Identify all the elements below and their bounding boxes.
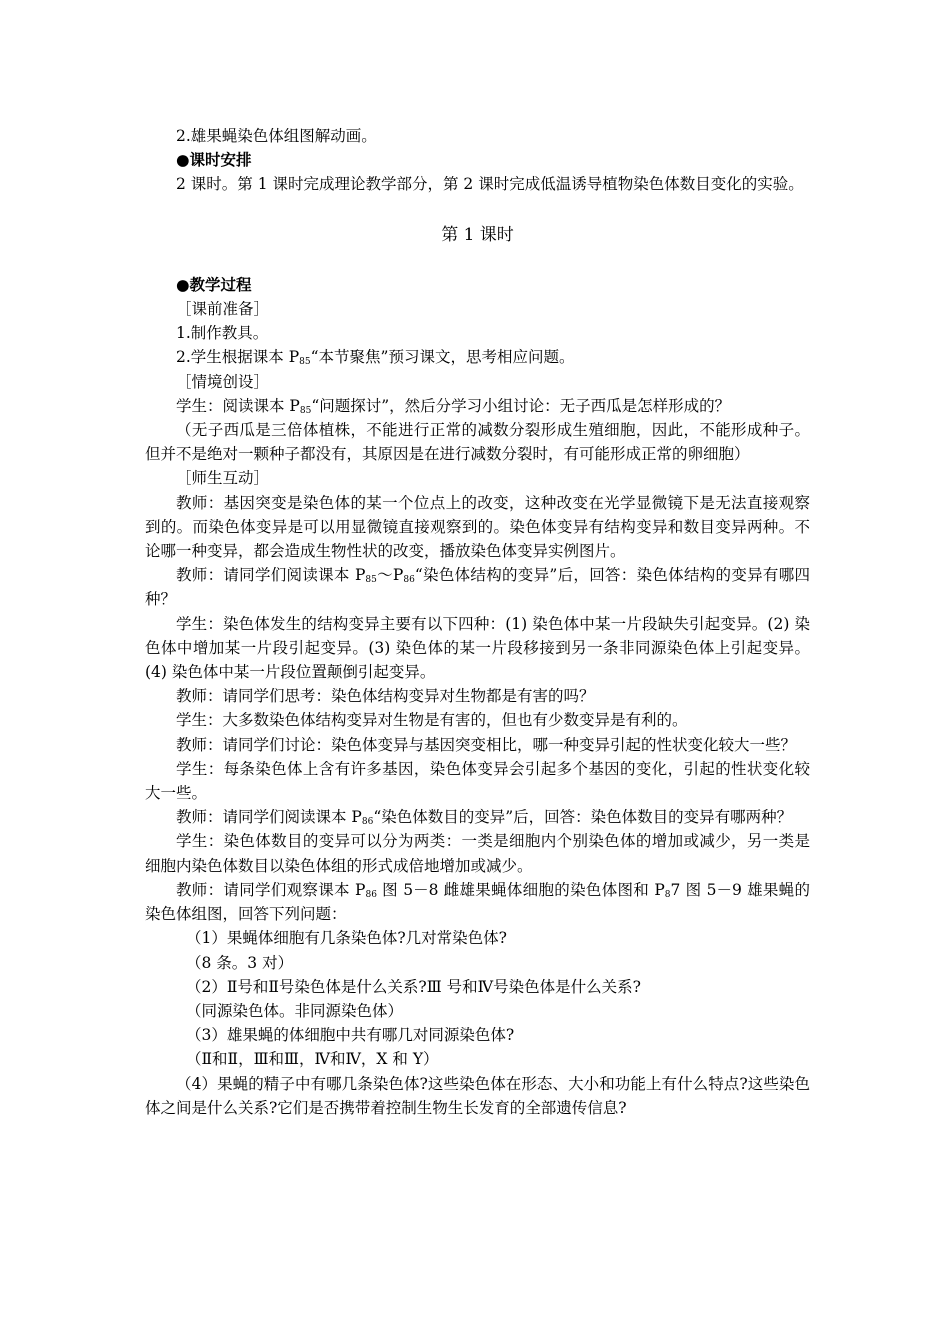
teacher-paragraph-2: 教师：请同学们阅读课本 $P_{85}\sim P_{86}“$染色体结构的变异”后，回答：染色体结构的变异有哪四种？ <box>145 566 811 609</box>
teacher-paragraph-6: 教师：请同学们观察课本 $P_{86}$ 图 5－8 雌雄果蝇体细胞的染色体图和 $P_87$ 图 5－9 雄果蝇的染色体组图，回答下列问题： <box>145 880 810 924</box>
question-2: （2）Ⅱ号和Ⅱ号染色体是什么关系?Ⅲ 号和Ⅳ号染色体是什么关系? <box>186 977 641 996</box>
scene-paragraph-2: （无子西瓜是三倍体植株，不能进行正常的减数分裂形成生殖细胞，因此，不能形成种子。但并不是绝对一颗种子都没有，其原因是在进行减数分裂时，有可能形成正常的卵细胞） <box>145 421 810 464</box>
student-paragraph-4: 学生：每条染色体上含有许多基因，染色体变异会引起多个基因的变化，引起的性状变化较大一些。 <box>145 759 810 803</box>
teacher-paragraph-1: 教师：基因突变是染色体的某一个位点上的改变，这种改变在光学显微镜下是无法直接观察到的。而染色体变异是可以用显微镜直接观察到的。染色体变异有结构变异和数目变异两种。不论哪一种变异，都会造成生物性状的改变，播放染色体变异实例图片。 <box>145 493 810 561</box>
answer-3: （Ⅱ和Ⅱ，Ⅲ和Ⅲ，Ⅳ和Ⅳ，X 和 Y） <box>186 1050 439 1069</box>
page-subscript: 85 <box>365 575 377 586</box>
student-paragraph-2: 学生：染色体发生的结构变异主要有以下四种：(1) 染色体中某一片段缺失引起变异。(2) 染色体中增加某一片段引起变异。(3) 染色体的某一片段移接到另一条非同源染色体上引起变异。(4) 染色体中某一片段位置颠倒引起变异。 <box>145 614 810 682</box>
question-4: （4）果蝇的精子中有哪几条染色体?这些染色体在形态、大小和功能上有什么特点?这些染色体之间是什么关系?它们是否携带着控制生物生长发育的全部遗传信息? <box>145 1074 810 1117</box>
page-subscript: 86 <box>365 889 377 900</box>
interact-heading: ［师生互动］ <box>176 469 270 488</box>
page-subscript: 86 <box>361 817 374 828</box>
schedule-text: 2 课时。第 1 课时完成理论教学部分，第 2 课时完成低温诱导植物染色体数目变化的实验。 <box>176 175 804 194</box>
page-subscript: 85 <box>299 405 312 416</box>
lesson-title: 第 1 课时 <box>441 224 514 245</box>
prep-item-2: 2.学生根据课本 $P_{85}“$本节聚焦”预习课文，思考相应问题。 <box>176 348 575 368</box>
page-subscript: 85 <box>299 357 311 368</box>
process-heading: ●教学过程 <box>176 274 252 294</box>
schedule-heading: ●课时安排 <box>176 150 252 170</box>
student-paragraph-5: 学生：染色体数目的变异可以分为两类：一类是细胞内个别染色体的增加或减少，另一类是细胞内染色体数目以染色体组的形式成倍地增加或减少。 <box>145 832 810 875</box>
question-3: （3）雄果蝇的体细胞中共有哪几对同源染色体? <box>186 1026 515 1045</box>
teacher-paragraph-4: 教师：请同学们讨论：染色体变异与基因突变相比，哪一种变异引起的性状变化较大一些？ <box>176 735 797 754</box>
page-subscript: 86 <box>403 575 415 586</box>
answer-2: （同源染色体。非同源染色体） <box>186 1001 404 1020</box>
prep-item-1: 1.制作教具。 <box>176 324 269 343</box>
document-body <box>145 124 810 1120</box>
prep-heading: ［课前准备］ <box>176 300 270 319</box>
student-paragraph-3: 学生：大多数染色体结构变异对生物是有害的，但也有少数变异是有利的。 <box>176 711 688 730</box>
answer-1: （8 条。3 对） <box>186 953 294 972</box>
teacher-paragraph-3: 教师：请同学们思考：染色体结构变异对生物都是有害的吗？ <box>176 687 595 706</box>
scene-paragraph-1: 学生：阅读课本 $P_{85}“$问题探讨”，然后分学习小组讨论：无子西瓜是怎样形成的？ <box>176 396 731 416</box>
page-subscript: 8 <box>664 889 671 900</box>
materials-item-2: 2.雄果蝇染色体组图解动画。 <box>176 127 377 145</box>
scene-heading: ［情境创设］ <box>176 372 270 391</box>
question-1: （1）果蝇体细胞有几条染色体?几对常染色体? <box>186 929 507 948</box>
teacher-paragraph-5: 教师：请同学们阅读课本 $P_{86}“$染色体数目的变异”后，回答：染色体数目的变异有哪两种？ <box>176 808 793 828</box>
